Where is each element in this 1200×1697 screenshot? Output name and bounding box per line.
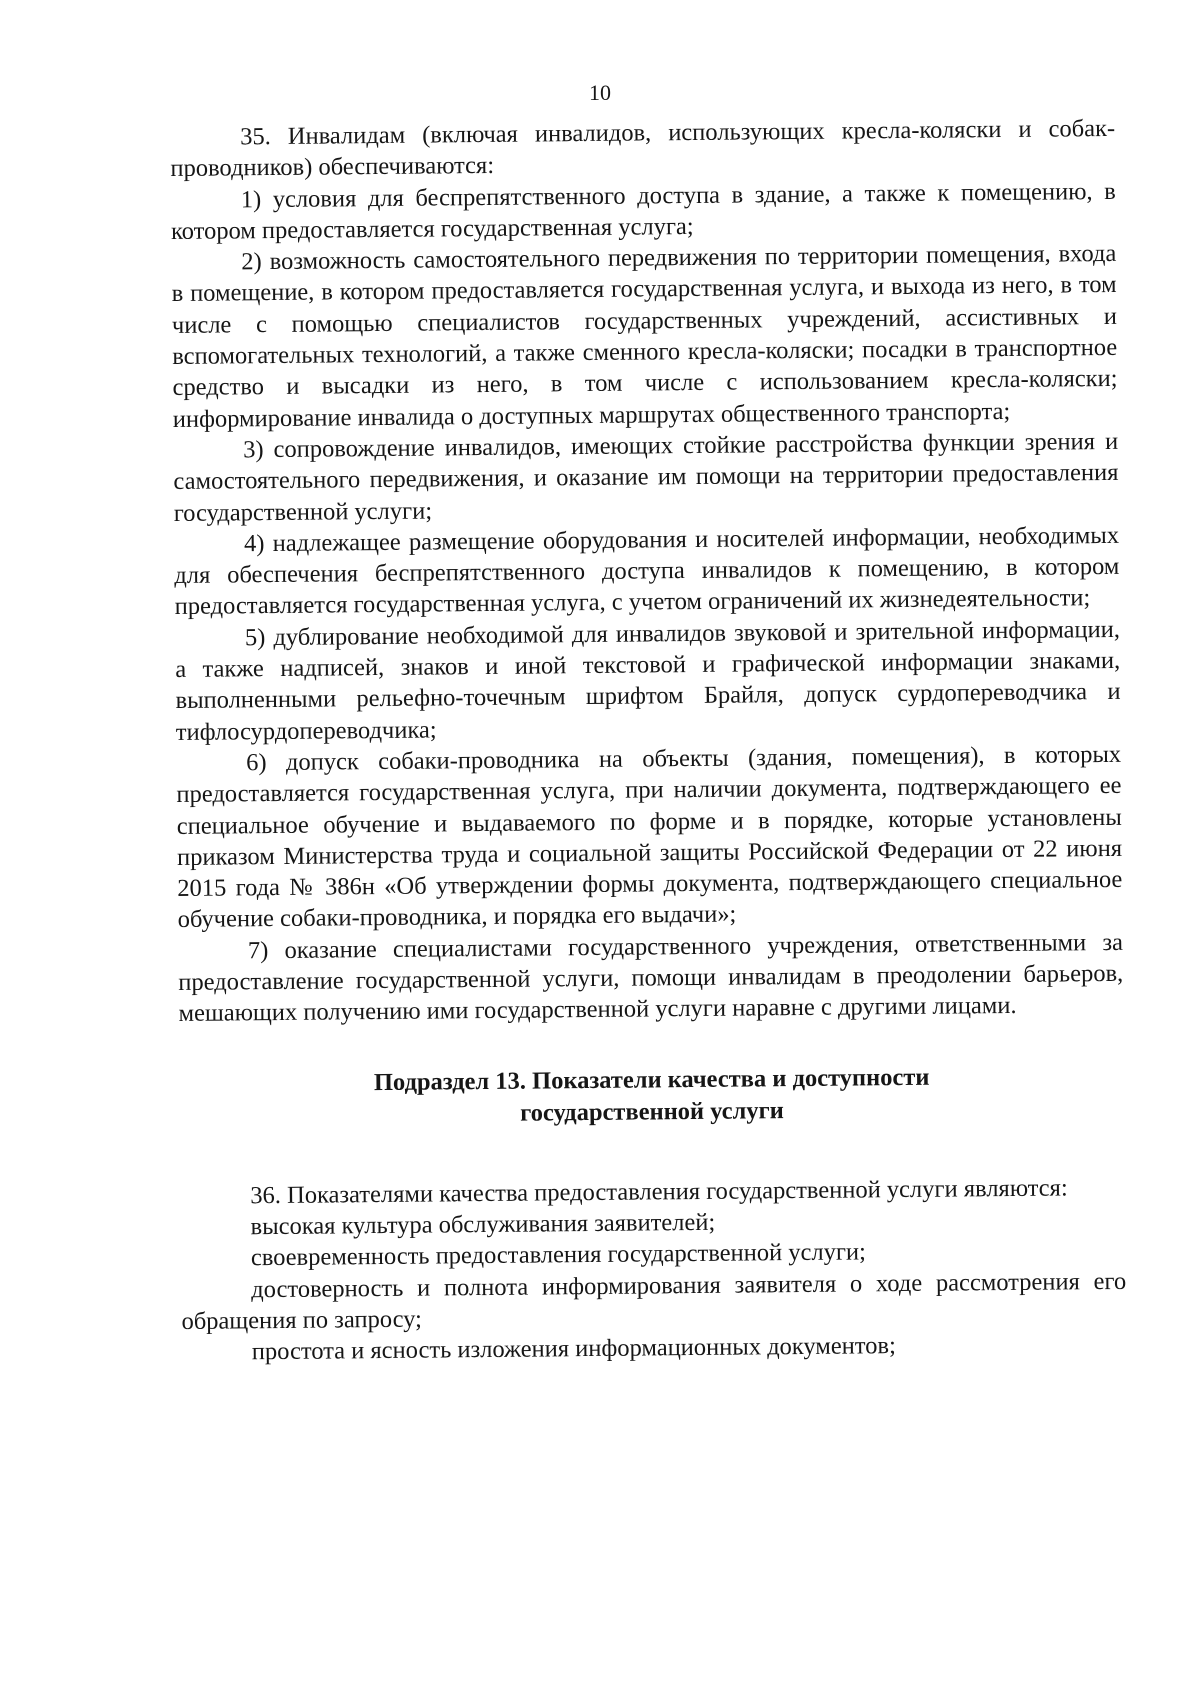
section-35-item-6: 6) допуск собаки-проводника на объекты (здания, помещения), в которых предоставляется государственная услуга, при наличии документа, подтверждающего ее специальное обучение и выдаваемого по форме и в порядке, которые установлены приказом Министерства труда и социальной защиты Российской Федерации от 22 июня 2015 года № 386н «Об утверждении формы документа, подтверждающего специальное обучение собаки-проводника, и порядка его выдачи»; bbox=[176, 740, 1123, 934]
section-36-item-3: достоверность и полнота информирования заявителя о ходе рассмотрения его обращения по запросу; bbox=[181, 1267, 1127, 1335]
section-35-item-3: 3) сопровождение инвалидов, имеющих стойкие расстройства функции зрения и самостоятельного передвижения, и оказание им помощи на территории предоставления государственной услуги; bbox=[173, 427, 1119, 527]
section-35-item-2: 2) возможность самостоятельного передвижения по территории помещения, входа в помещение, в котором предоставляется государственная услуга, и выхода из него, в том числе с помощью специалистов государственных учреждений, ассистивных и вспомогательных технологий, а также сменного кресла-коляски; посадки в транспортное средство и высадки из него, в том числе с использованием кресла-коляски; информирование инвалида о доступных маршрутах общественного транспорта; bbox=[171, 240, 1118, 433]
section-35-item-7: 7) оказание специалистами государственного учреждения, ответственными за предоставление государственной услуги, помощи инвалидам в преодолении барьеров, мешающих получению ими государственной услуги наравне с другими лицами. bbox=[178, 928, 1124, 1028]
page-number: 10 bbox=[589, 80, 611, 105]
subsection-heading bbox=[179, 1059, 1125, 1132]
section-35-item-4: 4) надлежащее размещение оборудования и носителей информации, необходимых для обеспечения беспрепятственного доступа инвалидов к помещению, в котором предоставляется государственная услуга, с учетом ограничений их жизнедеятельности; bbox=[174, 521, 1120, 621]
section-36-item-2: своевременность предоставления государственной услуги; bbox=[250, 1238, 867, 1272]
subsection-heading-line-1: Подраздел 13. Показатели качества и доступности bbox=[373, 1063, 930, 1096]
subsection-heading-line-2: государственной услуги bbox=[520, 1096, 784, 1127]
section-35-item-5: 5) дублирование необходимой для инвалидов звуковой и зрительной информации, а также надписей, знаков и иной текстовой и графической информации знаками, выполненными рельефно-точечным шрифтом Брайля, допуск сурдопереводчика и тифлосурдопереводчика; bbox=[175, 615, 1121, 746]
section-36-intro: 36. Показателями качества предоставления государственной услуги являются: bbox=[250, 1174, 1068, 1209]
section-36-item-4: простота и ясность изложения информационных документов; bbox=[251, 1332, 896, 1366]
section-35-item-1: 1) условия для беспрепятственного доступа в здание, а также к помещению, в котором предоставляется государственная услуга; bbox=[170, 177, 1116, 245]
document-body bbox=[170, 113, 1127, 1368]
section-36-item-1: высокая культура обслуживания заявителей; bbox=[250, 1208, 716, 1241]
section-35-intro: 35. Инвалидам (включая инвалидов, использующих кресла-коляски и собак-проводников) обеспечиваются: bbox=[170, 114, 1116, 183]
